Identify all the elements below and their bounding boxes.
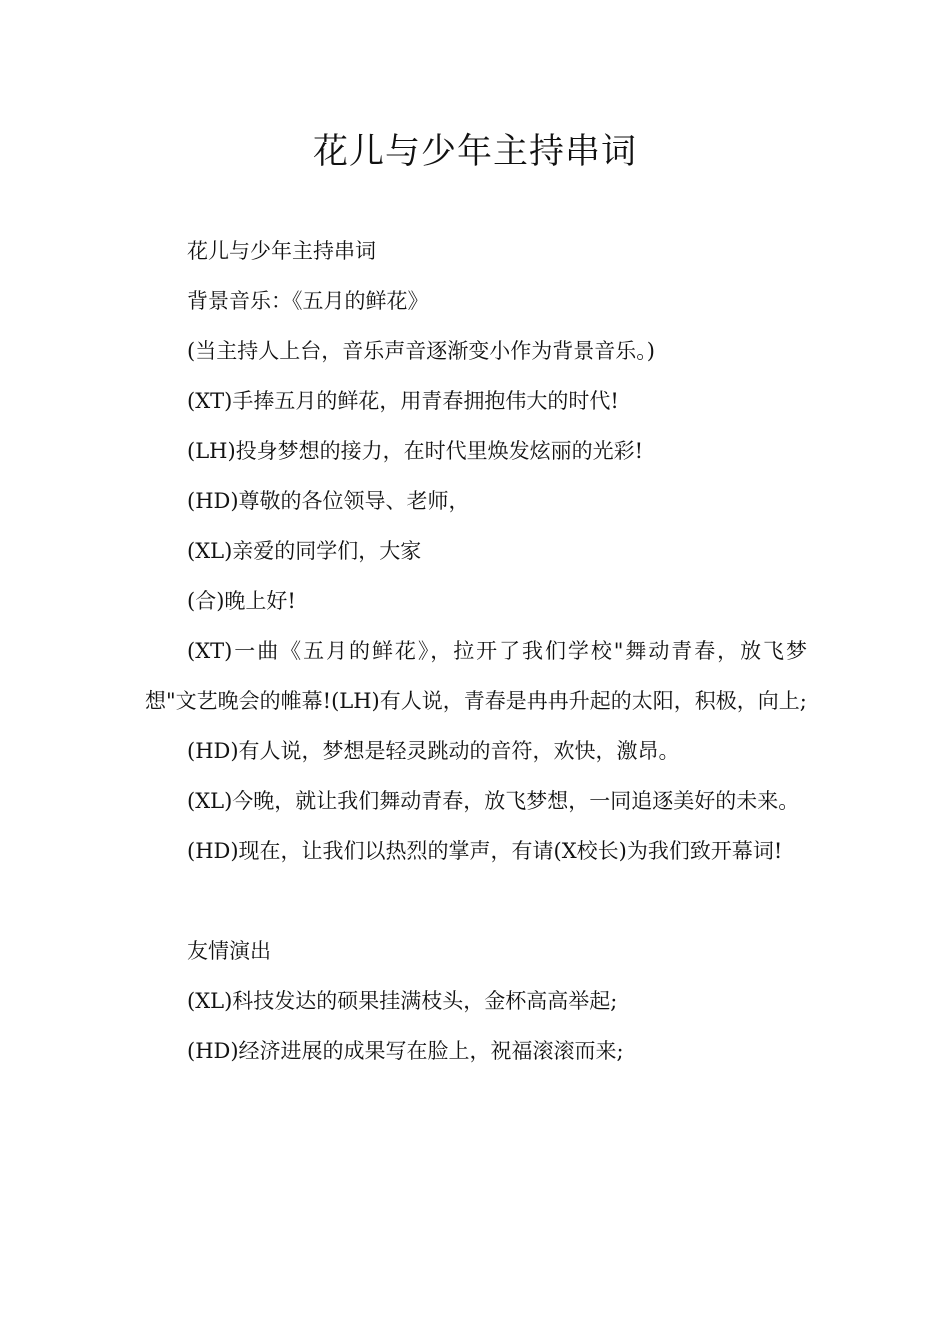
paragraph: (XT)一曲《五月的鲜花》，拉开了我们学校"舞动青春，放飞梦想"文艺晚会的帷幕!(LH)有人说，青春是冉冉升起的太阳，积极，向上; [145, 639, 807, 713]
paragraph: (HD)现在，让我们以热烈的掌声，有请(X校长)为我们致开幕词! [187, 839, 783, 863]
paragraph: 背景音乐：《五月的鲜花》 [187, 289, 429, 313]
paragraph: (LH)投身梦想的接力，在时代里焕发炫丽的光彩! [187, 439, 644, 463]
paragraph: (HD)尊敬的各位领导、老师， [187, 489, 470, 513]
paragraph: (当主持人上台，音乐声音逐渐变小作为背景音乐。) [187, 339, 655, 363]
paragraph: (XL)科技发达的硕果挂满枝头，金杯高高举起; [187, 989, 618, 1013]
paragraph: (XL)亲爱的同学们，大家 [187, 539, 422, 563]
paragraph: (XT)手捧五月的鲜花，用青春拥抱伟大的时代! [187, 389, 619, 413]
document-body [145, 226, 807, 1076]
section-heading: 友情演出 [187, 939, 271, 963]
paragraph: (XL)今晚，就让我们舞动青春，放飞梦想，一同追逐美好的未来。 [187, 789, 800, 813]
section-spacer [145, 876, 807, 926]
paragraph: (HD)有人说，梦想是轻灵跳动的音符，欢快，激昂。 [187, 739, 680, 763]
paragraph: (合)晚上好! [187, 589, 296, 613]
paragraph: 花儿与少年主持串词 [187, 239, 376, 263]
document-title: 花儿与少年主持串词 [312, 132, 637, 172]
paragraph: (HD)经济进展的成果写在脸上，祝福滚滚而来; [187, 1039, 624, 1063]
